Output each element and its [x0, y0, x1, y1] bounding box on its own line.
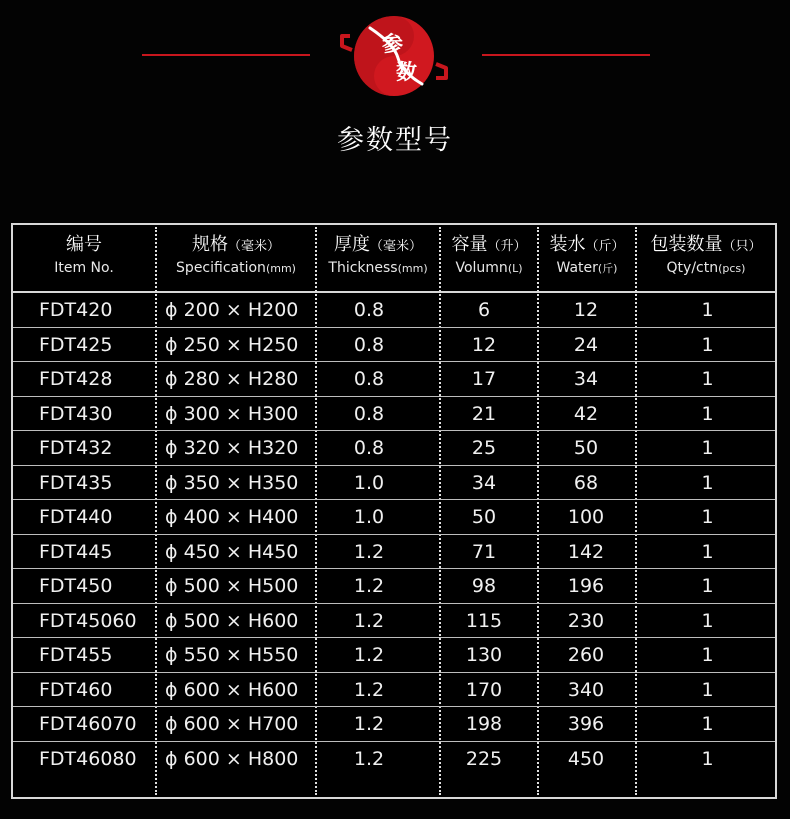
item-no-cell: FDT428: [39, 368, 113, 390]
water-cell: 42: [573, 402, 599, 425]
table-row: [13, 293, 775, 328]
thickness-cell: 1.2: [353, 747, 385, 770]
volume-cell: 21: [471, 402, 497, 425]
volume-cell: 225: [465, 747, 503, 770]
col-en-label: Volumn: [455, 260, 508, 276]
volume-cell: 6: [477, 299, 491, 321]
col-en-unit: (pcs): [718, 262, 746, 275]
pot-badge-icon: [340, 12, 448, 98]
item-no-cell: FDT46080: [39, 747, 137, 770]
col-en-unit: (斤): [597, 262, 618, 275]
col-zh-unit: （升）: [487, 239, 527, 254]
specification-cell: ϕ 600 × H800: [165, 747, 299, 770]
qty-cell: 1: [701, 437, 714, 459]
qty-cell: 1: [701, 368, 714, 390]
col-header-volume: [441, 225, 537, 291]
table-row: [13, 328, 775, 363]
qty-cell: 1: [701, 575, 714, 597]
col-en-label: Thickness: [328, 260, 398, 276]
col-zh-label: 编号: [66, 234, 102, 255]
col-en-unit: (mm): [265, 262, 296, 275]
thickness-cell: 0.8: [353, 437, 385, 459]
thickness-cell: 1.2: [353, 575, 385, 597]
item-no-cell: FDT425: [39, 333, 113, 356]
volume-cell: 50: [471, 506, 497, 528]
item-no-cell: FDT450: [39, 575, 113, 597]
col-en-label: Specification: [176, 260, 266, 276]
specification-cell: ϕ 550 × H550: [165, 644, 299, 666]
specification-cell: ϕ 280 × H280: [165, 368, 299, 390]
col-header-thickness: [317, 225, 439, 291]
thickness-cell: 0.8: [353, 333, 385, 356]
col-zh-unit: （毫米）: [369, 239, 422, 254]
item-no-cell: FDT460: [39, 678, 113, 701]
page-header: [0, 0, 790, 215]
specification-cell: ϕ 600 × H600: [165, 678, 299, 701]
water-cell: 68: [573, 471, 599, 494]
qty-cell: 1: [701, 402, 714, 425]
table-header-row: [13, 225, 775, 293]
table-row: [13, 466, 775, 501]
thickness-cell: 0.8: [353, 299, 385, 321]
volume-cell: 115: [465, 609, 503, 632]
badge-char-1: 参: [382, 31, 403, 56]
badge-char-2: 数: [396, 59, 417, 84]
col-zh-unit: （只）: [722, 239, 762, 254]
thickness-cell: 1.2: [353, 644, 385, 666]
qty-cell: 1: [701, 747, 714, 770]
specification-cell: ϕ 500 × H500: [165, 575, 299, 597]
col-zh-label: 厚度: [333, 234, 370, 255]
thickness-cell: 1.2: [353, 678, 385, 701]
col-en-unit: (L): [507, 262, 523, 275]
col-en-unit: (mm): [397, 262, 428, 275]
thickness-cell: 1.2: [353, 713, 385, 735]
item-no-cell: FDT45060: [39, 609, 137, 632]
table-row: [13, 569, 775, 604]
col-zh-label: 包装数量: [650, 234, 723, 255]
item-no-cell: FDT455: [39, 644, 113, 666]
item-no-cell: FDT432: [39, 437, 113, 459]
table-row: [13, 673, 775, 708]
specification-cell: ϕ 500 × H600: [165, 609, 299, 632]
thickness-cell: 1.0: [353, 506, 385, 528]
specification-cell: ϕ 600 × H700: [165, 713, 299, 735]
table-row: [13, 742, 775, 777]
qty-cell: 1: [701, 299, 714, 321]
table-row: [13, 535, 775, 570]
water-cell: 12: [573, 299, 599, 321]
specification-cell: ϕ 450 × H450: [165, 540, 299, 563]
water-cell: 230: [567, 609, 605, 632]
qty-cell: 1: [701, 678, 714, 701]
item-no-cell: FDT46070: [39, 713, 137, 735]
table-row: [13, 638, 775, 673]
qty-cell: 1: [701, 540, 714, 563]
col-header-qty: [637, 225, 775, 291]
col-zh-unit: （毫米）: [227, 239, 280, 254]
col-header-specification: [157, 225, 315, 291]
table-row: [13, 500, 775, 535]
volume-cell: 12: [471, 333, 497, 356]
thickness-cell: 1.0: [353, 471, 385, 494]
qty-cell: 1: [701, 506, 714, 528]
qty-cell: 1: [701, 713, 714, 735]
right-divider-line: [482, 54, 650, 56]
specification-cell: ϕ 200 × H200: [165, 299, 299, 321]
table-body: [13, 293, 775, 776]
item-no-cell: FDT420: [39, 299, 113, 321]
water-cell: 100: [567, 506, 605, 528]
table-row: [13, 362, 775, 397]
thickness-cell: 1.2: [353, 609, 385, 632]
thickness-cell: 1.2: [353, 540, 385, 563]
col-zh-unit: （斤）: [585, 239, 625, 254]
col-header-water: [539, 225, 635, 291]
water-cell: 450: [567, 747, 605, 770]
table-row: [13, 604, 775, 639]
volume-cell: 25: [471, 437, 497, 459]
thickness-cell: 0.8: [353, 402, 385, 425]
water-cell: 50: [573, 437, 599, 459]
volume-cell: 170: [465, 678, 503, 701]
specification-cell: ϕ 350 × H350: [165, 471, 299, 494]
volume-cell: 130: [465, 644, 503, 666]
page-title: 参数型号: [337, 125, 453, 156]
water-cell: 34: [573, 368, 599, 390]
water-cell: 260: [567, 644, 605, 666]
col-zh-label: 装水: [549, 234, 586, 255]
volume-cell: 98: [471, 575, 497, 597]
item-no-cell: FDT435: [39, 471, 113, 494]
specification-cell: ϕ 400 × H400: [165, 506, 299, 528]
volume-cell: 34: [471, 471, 497, 494]
qty-cell: 1: [701, 471, 714, 494]
water-cell: 340: [567, 678, 605, 701]
spec-table: [11, 223, 777, 799]
volume-cell: 71: [471, 540, 497, 563]
col-en-label: Item No.: [54, 260, 114, 276]
table-row: [13, 431, 775, 466]
water-cell: 142: [567, 540, 605, 563]
col-zh-label: 容量: [451, 234, 488, 255]
volume-cell: 198: [465, 713, 503, 735]
qty-cell: 1: [701, 609, 714, 632]
item-no-cell: FDT440: [39, 506, 113, 528]
specification-cell: ϕ 320 × H320: [165, 437, 299, 459]
col-zh-label: 规格: [191, 234, 228, 255]
volume-cell: 17: [471, 368, 497, 390]
item-no-cell: FDT430: [39, 402, 113, 425]
col-en-label: Qty/ctn: [666, 260, 719, 276]
left-divider-line: [142, 54, 310, 56]
specification-cell: ϕ 300 × H300: [165, 402, 299, 425]
thickness-cell: 0.8: [353, 368, 385, 390]
water-cell: 196: [567, 575, 605, 597]
water-cell: 396: [567, 713, 605, 735]
table-row: [13, 707, 775, 742]
water-cell: 24: [573, 333, 599, 356]
col-header-item-no: [13, 225, 155, 291]
qty-cell: 1: [701, 644, 714, 666]
specification-cell: ϕ 250 × H250: [165, 333, 299, 356]
item-no-cell: FDT445: [39, 540, 113, 563]
col-en-label: Water: [556, 260, 598, 276]
table-row: [13, 397, 775, 432]
qty-cell: 1: [701, 333, 714, 356]
